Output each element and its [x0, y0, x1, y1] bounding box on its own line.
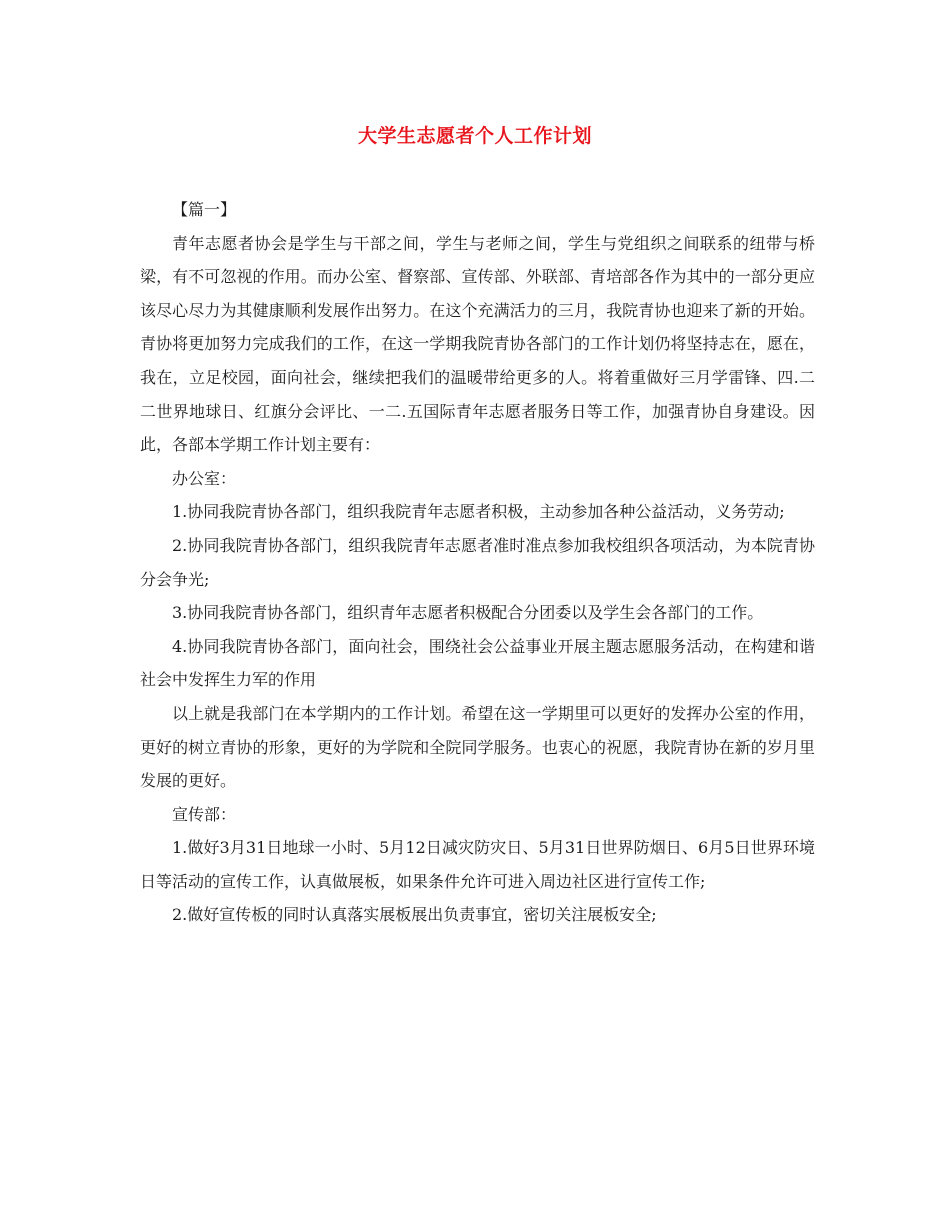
document-body — [140, 193, 815, 932]
office-item: 2.协同我院青协各部门，组织我院青年志愿者准时准点参加我校组织各项活动，为本院青协分会争光; — [140, 535, 815, 589]
document-title: 大学生志愿者个人工作计划 — [357, 125, 592, 147]
section-label: 【篇一】 — [172, 200, 237, 219]
office-item: 1.协同我院青协各部门，组织我院青年志愿者积极，主动参加各种公益活动，义务劳动; — [172, 502, 785, 522]
publicity-item: 1.做好3月31日地球一小时、5月12日减灾防灾日、5月31日世界防烟日、6月5日世界环境日等活动的宣传工作，认真做展板，如果条件允许可进入周边社区进行宣传工作; — [140, 838, 815, 891]
publicity-heading: 宣传部： — [172, 804, 237, 824]
publicity-item: 2.做好宣传板的同时认真落实展板展出负责事宜，密切关注展板安全; — [172, 905, 657, 925]
office-item: 4.协同我院青协各部门，面向社会，围绕社会公益事业开展主题志愿服务活动，在构建和谐社会中发挥生力军的作用 — [140, 636, 815, 690]
office-closing-paragraph: 以上就是我部门在本学期内的工作计划。希望在这一学期里可以更好的发挥办公室的作用，更好的树立青协的形象，更好的为学院和全院同学服务。也衷心的祝愿，我院青协在新的岁月里发展的更好。 — [140, 703, 815, 791]
office-heading: 办公室： — [172, 468, 237, 488]
intro-paragraph: 青年志愿者协会是学生与干部之间，学生与老师之间，学生与党组织之间联系的纽带与桥梁，有不可忽视的作用。而办公室、督察部、宣传部、外联部、青培部各作为其中的一部分更应该尽心尽力为其健康顺利发展作出努力。在这个充满活力的三月，我院青协也迎来了新的开始。青协将更加努力完成我们的工作，在这一学期我院青协各部门的工作计划仍将坚持志在，愿在，我在，立足校园，面向社会，继续把我们的温暖带给更多的人。将着重做好三月学雷锋、四.二二世界地球日、红旗分会评比、一二.五国际青年志愿者服务日等工作，加强青协自身建设。因此，各部本学期工作计划主要有： — [140, 233, 815, 455]
office-item: 3.协同我院青协各部门，组织青年志愿者积极配合分团委以及学生会各部门的工作。 — [172, 603, 764, 623]
